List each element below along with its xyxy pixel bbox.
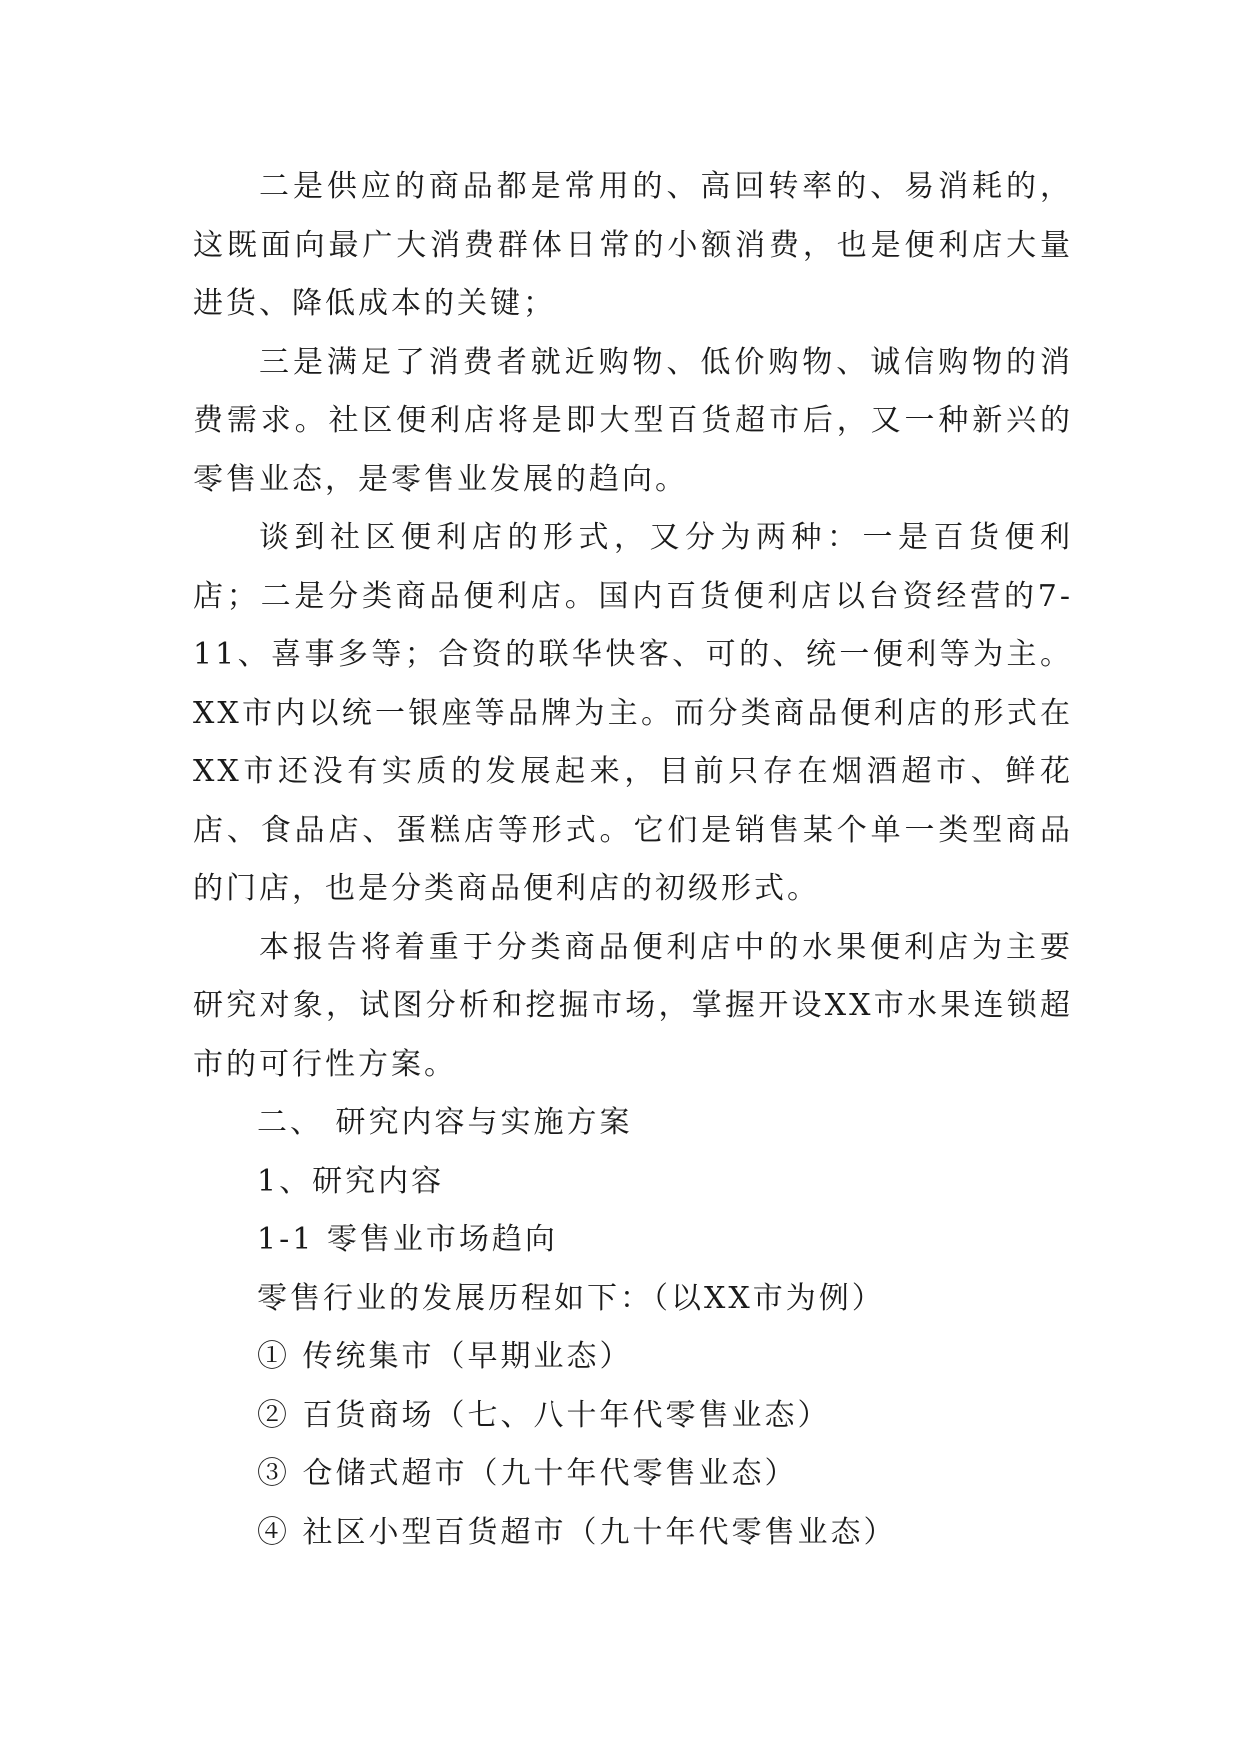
paragraph-demand: 三是满足了消费者就近购物、低价购物、诚信购物的消费需求。社区便利店将是即大型百货超市后，又一种新兴的零售业态，是零售业发展的趋向。 bbox=[193, 344, 1073, 497]
paragraph-report-focus: 本报告将着重于分类商品便利店中的水果便利店为主要研究对象，试图分析和挖掘市场，掌握开设XX市水果连锁超市的可行性方案。 bbox=[193, 929, 1073, 1082]
list-item: ③ 仓储式超市（九十年代零售业态） bbox=[257, 1456, 798, 1491]
list-item: ④ 社区小型百货超市（九十年代零售业态） bbox=[257, 1514, 897, 1550]
paragraph-supply: 二是供应的商品都是常用的、高回转率的、易消耗的，这既面向最广大消费群体日常的小额消费，也是便利店大量进货、降低成本的关键； bbox=[193, 169, 1073, 321]
section-heading: 二、 研究内容与实施方案 bbox=[257, 1105, 633, 1140]
list-item: ① 传统集市（早期业态） bbox=[257, 1339, 633, 1374]
paragraph-store-forms: 谈到社区便利店的形式，又分为两种：一是百货便利店；二是分类商品便利店。国内百货便利店以台资经营的7-11、喜事多等；合资的联华快客、可的、统一便利等为主。XX市内以统一银座等品牌为主。而分类商品便利店的形式在XX市还没有实质的发展起来，目前只存在烟酒超市、鲜花店、食品店、蛋糕店等形式。它们是销售某个单一类型商品的门店，也是分类商品便利店的初级形式。 bbox=[193, 520, 1073, 906]
document-body bbox=[193, 158, 1073, 1562]
list-item: ② 百货商场（七、八十年代零售业态） bbox=[257, 1397, 831, 1433]
sub-subheading: 1-1 零售业市场趋向 bbox=[257, 1222, 558, 1257]
intro-line: 零售行业的发展历程如下：（以XX市为例） bbox=[257, 1280, 885, 1316]
subheading: 1、研究内容 bbox=[257, 1163, 445, 1199]
